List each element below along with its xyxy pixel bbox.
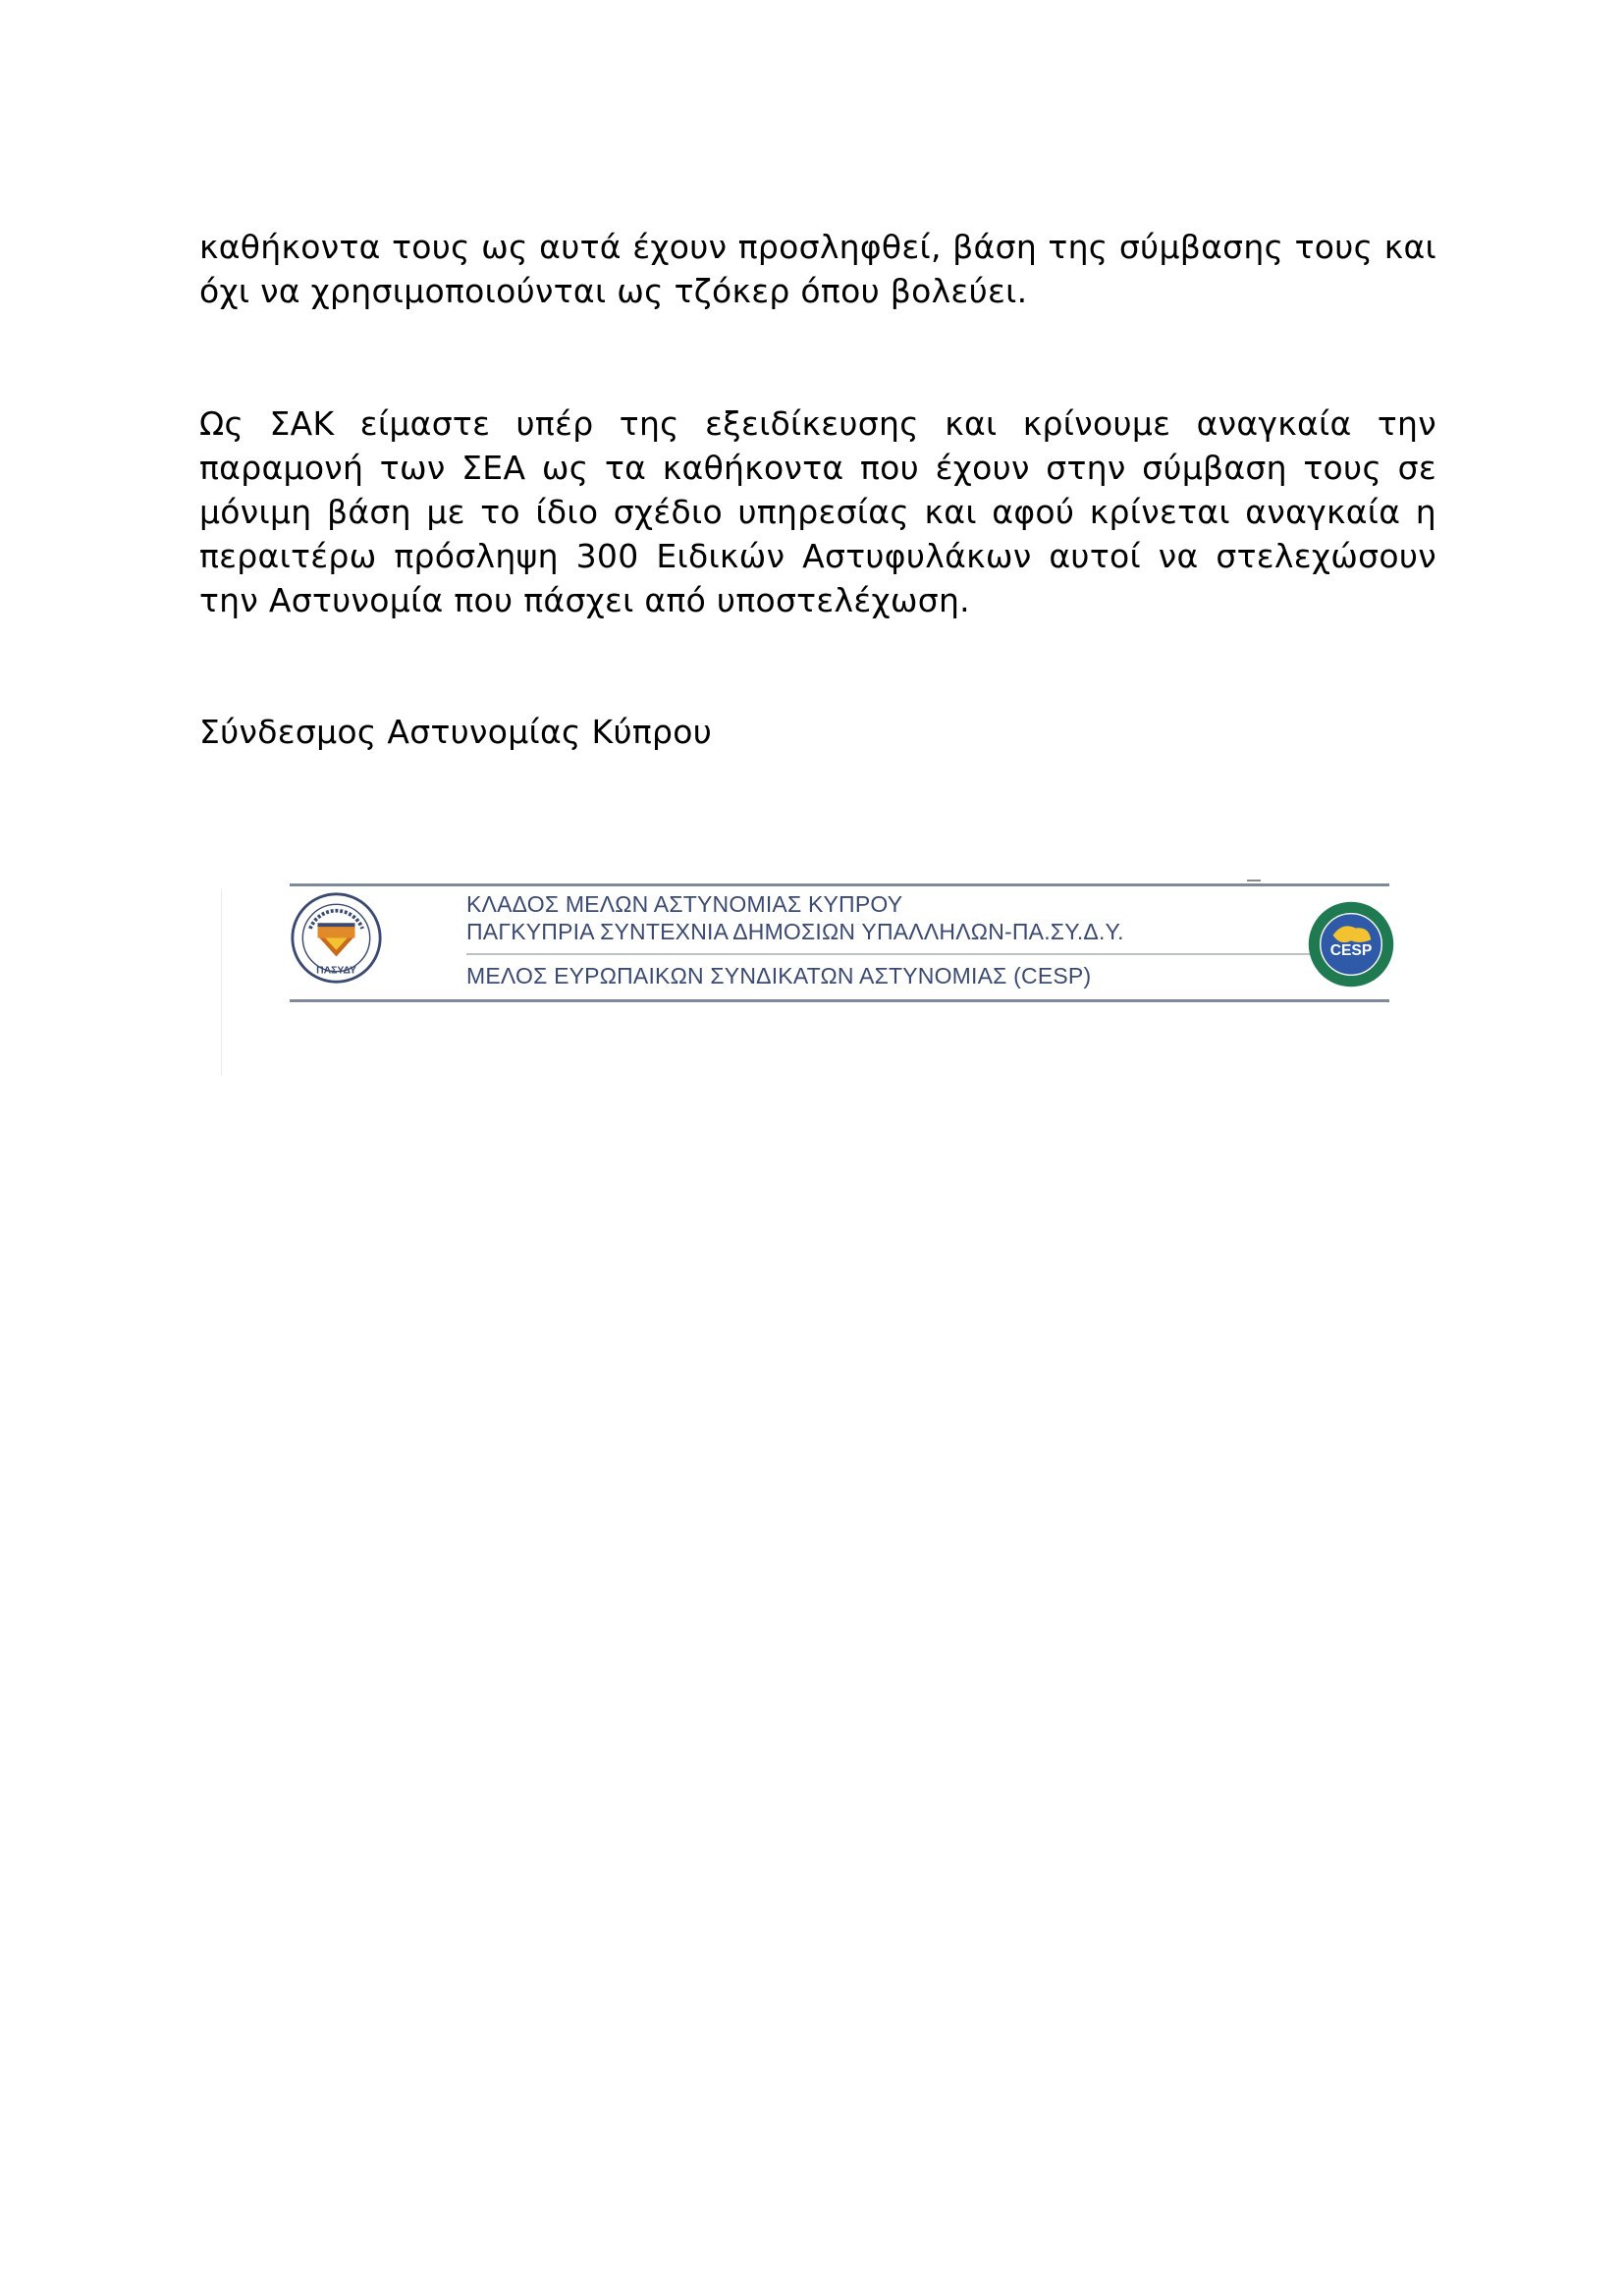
svg-text:CESP: CESP	[1329, 942, 1373, 960]
cesp-seal-icon	[1306, 899, 1396, 989]
scan-edge-line	[221, 889, 222, 1076]
dash-mark	[1247, 880, 1261, 881]
letterhead-bottom-rule	[290, 999, 1389, 1002]
body-paragraph-1: καθήκοντα τους ως αυτά έχουν προσληφθεί, βάση της σύμβασης τους και όχι να χρησιμοποιούνται ως τζόκερ όπου βολεύει.	[199, 228, 1436, 310]
body-paragraph-2: Ως ΣΑΚ είμαστε υπέρ της εξειδίκευσης και κρίνουμε αναγκαία την παραμονή των ΣΕΑ ως τα καθήκοντα που έχουν στην σύμβαση τους σε μόνιμη βάση με το ίδιο σχέδιο υπηρεσίας και αφού κρίνεται αναγκαία η περαιτέρω πρόσληψη 300 Ειδικών Αστυφυλάκων αυτοί να στελεχώσουν την Αστυνομία που πάσχει από υποστελέχωση.	[199, 404, 1436, 619]
pasydy-seal-icon	[290, 891, 383, 985]
letterhead-line-2: ΠΑΓΚΥΠΡΙΑ ΣΥΝΤΕΧΝΙΑ ΔΗΜΟΣΙΩΝ ΥΠΑΛΛΗΛΩΝ-ΠΑ.ΣΥ.Δ.Υ.	[466, 919, 1124, 944]
letterhead-line-3: ΜΕΛΟΣ ΕΥΡΩΠΑΙΚΩΝ ΣΥΝΔΙΚΑΤΩΝ ΑΣΤΥΝΟΜΙΑΣ (CESP)	[466, 963, 1092, 988]
letterhead-line-1: ΚΛΑΔΟΣ ΜΕΛΩΝ ΑΣΤΥΝΟΜΙΑΣ ΚΥΠΡΟΥ	[466, 891, 903, 917]
signature-line: Σύνδεσμος Αστυνομίας Κύπρου	[199, 713, 713, 751]
svg-text:ΠΑΣΥΔΥ: ΠΑΣΥΔΥ	[316, 965, 356, 977]
letterhead-top-rule	[290, 883, 1389, 886]
letterhead-footer	[221, 862, 1399, 1078]
letterhead-divider	[466, 953, 1321, 955]
